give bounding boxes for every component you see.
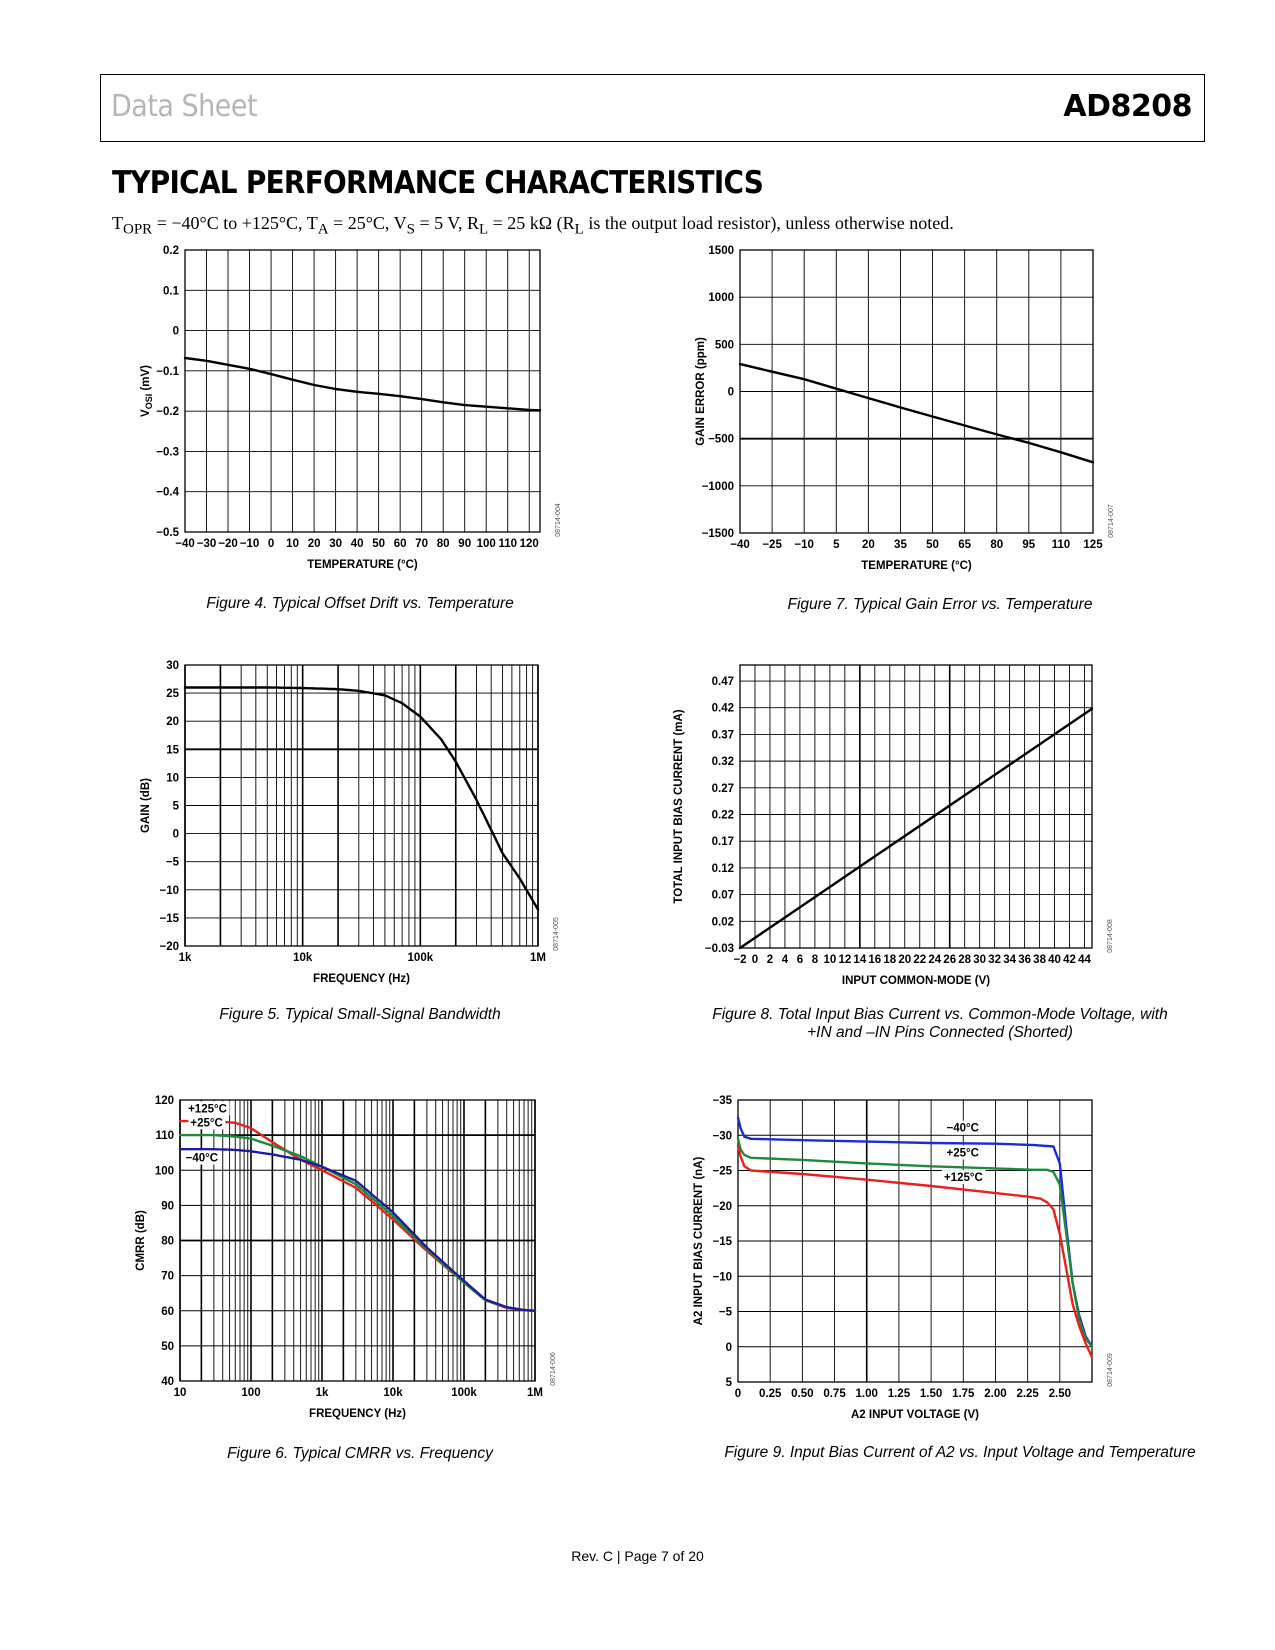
x-tick-label: 70	[415, 538, 429, 550]
y-tick-label: −0.4	[156, 486, 179, 499]
y-tick-label: 1000	[708, 292, 734, 305]
x-tick-label: 50	[372, 538, 386, 550]
gridlines	[185, 250, 540, 532]
y-tick-label: 500	[714, 339, 734, 352]
figure-code: 08714-006	[550, 1352, 557, 1386]
y-tick-label: −10	[159, 884, 179, 897]
y-axis-label: CMRR (dB)	[135, 1210, 147, 1271]
caption-figure-6: Figure 6. Typical CMRR vs. Frequency	[227, 1445, 493, 1462]
annotation-label: +25°C	[190, 1117, 223, 1130]
y-tick-label: −35	[712, 1095, 732, 1107]
y-tick-label: 100	[154, 1165, 174, 1178]
x-tick-label: 1M	[527, 1387, 543, 1399]
x-tick-label: 110	[1051, 539, 1071, 551]
y-tick-label: 0.32	[711, 756, 734, 769]
chart-figure-6	[130, 1090, 570, 1435]
x-tick-label: 12	[838, 954, 852, 966]
y-tick-label: −25	[712, 1165, 732, 1178]
x-tick-label: −2	[733, 954, 747, 966]
y-tick-label: 5	[725, 1377, 732, 1389]
x-tick-label: 38	[1033, 954, 1046, 966]
y-tick-label: 20	[166, 716, 179, 729]
fig6-svg	[130, 1090, 570, 1435]
figure-code: 08714-004	[555, 503, 562, 537]
y-tick-label: 0	[725, 1341, 732, 1354]
y-tick-label: 0.37	[711, 729, 734, 742]
annotation-label: −40°C	[946, 1122, 979, 1135]
x-tick-label: 120	[519, 538, 539, 550]
x-tick-label: 44	[1078, 954, 1091, 966]
page-footer: Rev. C | Page 7 of 20	[571, 1548, 704, 1564]
gridlines	[185, 665, 538, 946]
y-tick-label: −30	[712, 1130, 732, 1143]
y-tick-label: 0.2	[163, 245, 179, 257]
series-line	[185, 358, 540, 410]
y-tick-label: −15	[712, 1236, 732, 1248]
y-tick-label: −500	[708, 433, 734, 446]
y-tick-label: 0.27	[711, 782, 734, 795]
chart-figure-8	[673, 655, 1130, 1000]
x-tick-label: 42	[1063, 954, 1076, 966]
page-header	[100, 74, 1205, 142]
x-tick-label: 22	[913, 954, 927, 966]
y-tick-label: 1500	[708, 245, 734, 257]
test-conditions: $T_{OPR} = -40^\circ C$ to +125°C, $T_A = 25^\circ C$, $V_S = 5$ V, $R_L = 25$ kΩ ($R_L$ is the output load resistor), unless otherwise noted.	[112, 213, 954, 238]
x-tick-label: 6	[796, 954, 804, 966]
x-tick-label: 2.00	[984, 1388, 1007, 1400]
x-axis-label: A2 INPUT VOLTAGE (V)	[851, 1409, 979, 1421]
x-tick-label: 80	[990, 539, 1004, 551]
x-tick-label: −20	[218, 538, 238, 550]
x-axis-label: TEMPERATURE (°C)	[861, 560, 972, 572]
y-tick-label: 0.22	[711, 809, 734, 822]
y-tick-label: −0.3	[156, 446, 179, 459]
figure-code: 08714-009	[1107, 1353, 1114, 1387]
y-axis-label: TOTAL INPUT BIAS CURRENT (mA)	[673, 709, 685, 904]
header-doc-type: Data Sheet	[111, 89, 258, 124]
chart-figure-7	[680, 240, 1130, 585]
chart-figure-9	[680, 1090, 1130, 1435]
y-tick-label: 0.1	[163, 285, 179, 298]
y-tick-label: −10	[712, 1271, 732, 1284]
x-tick-label: 20	[898, 954, 912, 966]
y-tick-label: −0.03	[704, 943, 734, 955]
series-line	[738, 1146, 1092, 1358]
fig7-svg	[680, 240, 1130, 585]
x-tick-label: 40	[1048, 954, 1061, 966]
x-tick-label: 16	[868, 954, 882, 966]
x-tick-label: 4	[781, 954, 789, 966]
x-tick-label: 10	[286, 538, 299, 550]
series-line	[180, 1149, 535, 1311]
annotation-label: +125°C	[188, 1103, 227, 1116]
x-tick-label: 100k	[407, 952, 434, 964]
x-tick-label: 2.25	[1016, 1388, 1039, 1400]
x-tick-label: 20	[307, 538, 321, 550]
y-tick-label: 0.17	[711, 836, 734, 849]
x-tick-label: 24	[928, 954, 942, 966]
caption-figure-7: Figure 7. Typical Gain Error vs. Temperature	[787, 596, 1093, 613]
y-tick-label: −5	[165, 856, 179, 869]
y-tick-label: 15	[166, 744, 179, 757]
x-tick-label: −10	[794, 539, 814, 551]
x-tick-label: 110	[498, 538, 518, 550]
figure-code: 08714-008	[1107, 919, 1114, 953]
x-tick-label: 1M	[530, 952, 546, 964]
x-axis-label: TEMPERATURE (°C)	[307, 559, 418, 571]
x-tick-label: 125	[1083, 539, 1103, 551]
x-tick-label: 20	[861, 539, 875, 551]
caption-figure-4: Figure 4. Typical Offset Drift vs. Temperature	[206, 595, 514, 612]
y-tick-label: 0	[172, 828, 179, 841]
x-tick-label: 5	[833, 539, 840, 551]
x-tick-label: 1.50	[919, 1388, 943, 1400]
y-axis-label: GAIN ERROR (ppm)	[695, 337, 707, 446]
x-tick-label: 90	[458, 538, 472, 550]
x-tick-label: 28	[958, 954, 972, 966]
x-tick-label: 40	[350, 538, 364, 550]
y-tick-label: 5	[172, 800, 179, 813]
x-tick-label: 26	[943, 954, 957, 966]
y-tick-label: −5	[718, 1306, 732, 1319]
caption-figure-9: Figure 9. Input Bias Current of A2 vs. Input Voltage and Temperature	[724, 1444, 1196, 1461]
series-line	[180, 1135, 535, 1311]
x-tick-label: 32	[988, 954, 1002, 966]
x-tick-label: 80	[436, 538, 450, 550]
x-tick-label: 18	[883, 954, 897, 966]
plot-frame	[185, 250, 540, 532]
x-tick-label: 2.50	[1048, 1388, 1072, 1400]
x-tick-label: 1k	[178, 952, 192, 964]
y-tick-label: 110	[155, 1130, 174, 1143]
chart-figure-5	[130, 655, 570, 1000]
x-tick-label: 65	[958, 539, 972, 551]
caption-figure-5: Figure 5. Typical Small-Signal Bandwidth	[219, 1006, 501, 1023]
x-tick-label: 100	[476, 538, 496, 550]
series-line	[740, 364, 1093, 462]
fig5-svg	[130, 655, 570, 1000]
y-tick-label: 25	[166, 688, 179, 701]
y-tick-label: 0.12	[711, 862, 734, 875]
figure-code: 08714-007	[1108, 504, 1115, 538]
x-tick-label: 10	[823, 954, 837, 966]
y-tick-label: −20	[159, 941, 179, 953]
x-tick-label: −25	[762, 539, 782, 551]
y-tick-label: 0	[172, 325, 179, 338]
x-tick-label: 60	[393, 538, 407, 550]
x-tick-label: −40	[175, 538, 195, 550]
x-tick-label: 30	[973, 954, 987, 966]
x-tick-label: 50	[926, 539, 939, 551]
x-tick-label: 1.75	[952, 1388, 975, 1400]
x-tick-label: 0	[267, 538, 275, 550]
x-tick-label: 100	[241, 1387, 261, 1399]
y-axis-label: A2 INPUT BIAS CURRENT (nA)	[693, 1156, 705, 1326]
x-tick-label: 0.25	[758, 1388, 782, 1400]
x-axis-label: FREQUENCY (Hz)	[309, 1408, 406, 1420]
section-title: TYPICAL PERFORMANCE CHARACTERISTICS	[112, 165, 764, 201]
y-tick-label: 0	[727, 386, 734, 399]
chart-figure-4	[130, 240, 570, 585]
y-tick-label: 90	[161, 1200, 174, 1213]
gridlines	[180, 1100, 535, 1381]
y-axis-label: $V_{OSI}$ (mV)	[140, 365, 154, 417]
x-tick-label: 10	[173, 1387, 187, 1399]
x-tick-label: 1.00	[855, 1388, 878, 1400]
y-tick-label: 0.47	[711, 676, 734, 689]
x-tick-label: 10k	[293, 952, 313, 964]
x-tick-label: 0	[734, 1388, 742, 1400]
y-tick-label: 40	[161, 1376, 174, 1388]
x-axis-label: INPUT COMMON-MODE (V)	[841, 975, 991, 987]
y-tick-label: 120	[154, 1095, 174, 1107]
x-tick-label: −10	[239, 538, 260, 550]
x-tick-label: 14	[853, 954, 867, 966]
x-tick-label: −40	[730, 539, 750, 551]
y-tick-label: 0.42	[711, 702, 734, 715]
x-tick-label: 10k	[383, 1387, 403, 1399]
y-axis-label: GAIN (dB)	[140, 778, 152, 833]
y-tick-label: 0.07	[711, 889, 734, 902]
x-tick-label: 30	[329, 538, 343, 550]
x-axis-label: FREQUENCY (Hz)	[313, 973, 410, 985]
header-part-number: AD8208	[1063, 89, 1192, 124]
x-tick-label: 36	[1018, 954, 1031, 966]
x-tick-label: 35	[894, 539, 907, 551]
x-tick-label: 0.50	[791, 1388, 814, 1400]
y-tick-label: −0.5	[156, 527, 179, 539]
y-tick-label: −0.1	[156, 365, 179, 378]
y-tick-label: −1500	[701, 528, 734, 540]
x-tick-label: 34	[1003, 954, 1017, 966]
fig8-svg	[673, 655, 1130, 1000]
x-tick-label: 0.75	[823, 1388, 846, 1400]
y-tick-label: 10	[166, 772, 179, 785]
y-tick-label: 70	[161, 1270, 174, 1283]
annotation-label: +125°C	[943, 1172, 983, 1185]
x-tick-label: 95	[1022, 539, 1036, 551]
x-tick-label: 1.25	[887, 1388, 911, 1400]
caption-figure-8: Figure 8. Total Input Bias Current vs. Common-Mode Voltage, with +IN and –IN Pins Connected (Shorted)	[712, 1006, 1168, 1041]
y-tick-label: −20	[712, 1200, 732, 1213]
y-tick-label: 30	[166, 660, 179, 672]
x-tick-label: 1k	[315, 1387, 329, 1399]
series-line	[738, 1118, 1092, 1347]
x-tick-label: 2	[766, 954, 774, 966]
x-tick-label: 8	[811, 954, 819, 966]
series-line	[738, 1139, 1092, 1347]
x-tick-label: 0	[751, 954, 759, 966]
y-tick-label: −15	[159, 912, 179, 925]
gridlines	[740, 250, 1093, 533]
gridlines	[740, 665, 1092, 948]
fig9-svg	[680, 1090, 1130, 1435]
y-tick-label: 0.02	[711, 916, 734, 929]
annotation-label: −40°C	[185, 1152, 219, 1165]
y-tick-label: −1000	[701, 480, 734, 493]
annotation-label: +25°C	[946, 1147, 979, 1160]
y-tick-label: −0.2	[156, 406, 179, 419]
y-tick-label: 50	[161, 1340, 174, 1353]
y-tick-label: 60	[161, 1305, 174, 1318]
y-tick-label: 80	[161, 1235, 174, 1248]
x-tick-label: −30	[196, 538, 217, 550]
x-tick-label: 100k	[451, 1387, 477, 1399]
figure-code: 08714-005	[553, 917, 560, 951]
fig4-svg	[130, 240, 570, 585]
